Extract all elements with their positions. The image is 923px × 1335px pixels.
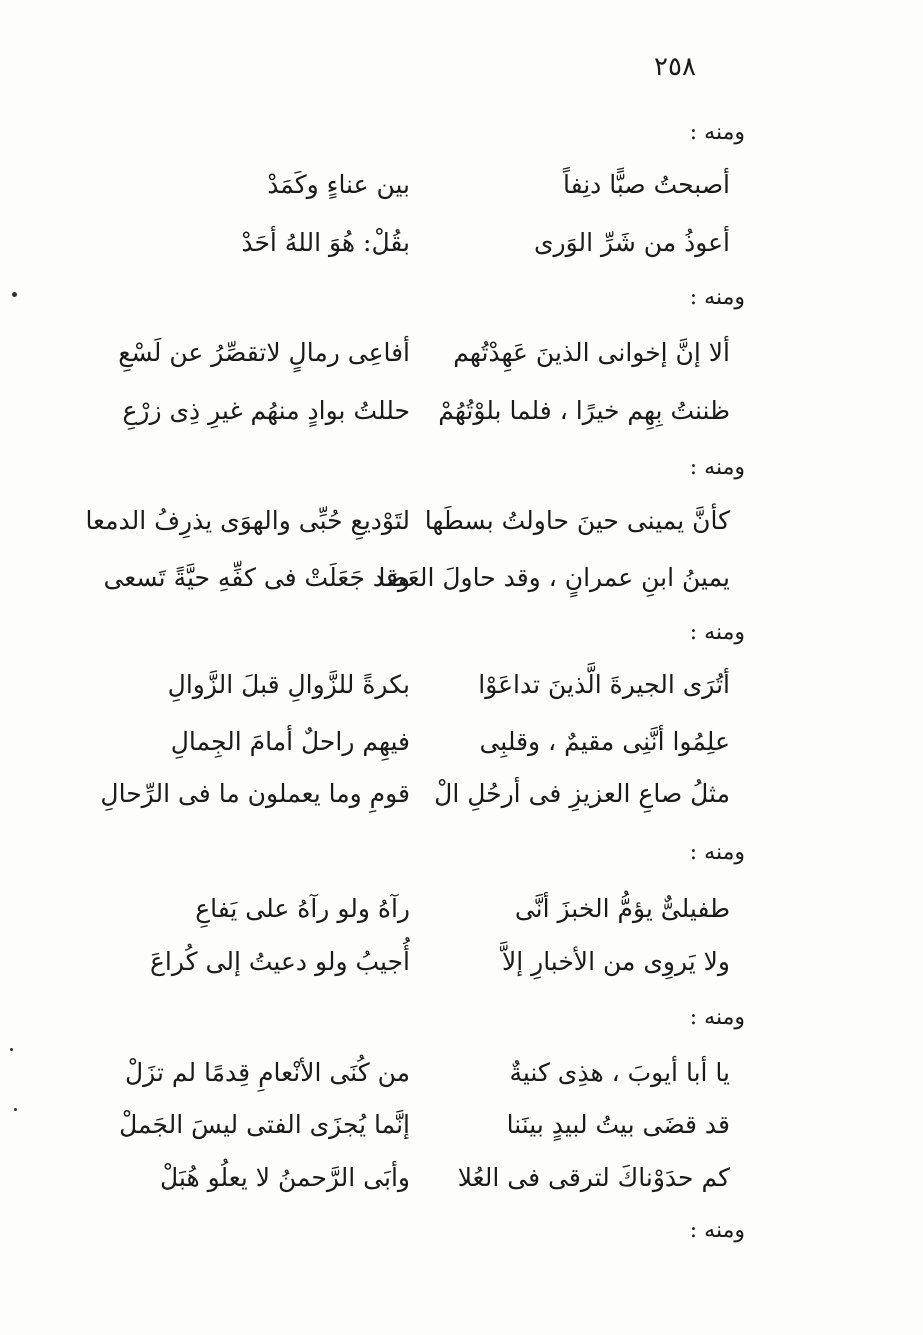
section-heading: ومنه : [689,1218,745,1243]
section-heading: ومنه : [689,1005,745,1030]
verse-line [100,769,730,819]
verse-second-hemistich: أُجيبُ ولو دعيتُ إلى كُراعَ [150,947,410,976]
verse-second-hemistich: من كُنَى الأنْعامِ قِدمًا لم تزَلْ [124,1058,410,1087]
page-number: ٢٥٨ [654,52,696,82]
margin-speck [12,292,17,297]
verse-line [103,553,730,603]
margin-speck [14,1108,17,1111]
section-heading: ومنه : [689,620,745,645]
verse-line [110,884,730,934]
verse-line [110,1100,730,1150]
verse-first-hemistich: كأنَّ يمينى حينَ حاولتُ بسطَها [424,506,730,535]
verse-line [110,937,730,987]
verse-line [110,160,730,210]
verse-second-hemistich: قومِ وما يعملون ما فى الرِّحالِ [100,779,410,808]
section-heading: ومنه : [689,455,745,480]
verse-line [110,386,730,436]
verse-line [85,496,730,546]
verse-first-hemistich: ظننتُ بِهِم خيرًا ، فلما بلوْتُهُمْ [438,396,730,425]
section-heading: ومنه : [689,285,745,310]
verse-first-hemistich: ألا إنَّ إخوانى الذينَ عَهِدْتُهم [453,338,730,367]
verse-second-hemistich: أفاعِى رمالٍ لاتقصِّرُ عن لَسْعِ [118,338,410,367]
verse-first-hemistich: أعوذُ من شَرِّ الوَرى [533,228,730,257]
margin-speck [10,1048,13,1051]
verse-second-hemistich: وأبَى الرَّحمنُ لا يعلُو هُبَلْ [159,1163,410,1192]
verse-line [110,660,730,710]
verse-line [110,717,730,767]
verse-second-hemistich: إنَّما يُجزَى الفتى ليسَ الجَملْ [119,1110,410,1139]
verse-line [110,328,730,378]
verse-first-hemistich: مثلُ صاعِ العزيزِ فى أرحُلِ الْ [434,779,730,808]
verse-first-hemistich: ولا يَروِى من الأخبارِ إلاَّ [501,947,730,976]
verse-first-hemistich: أصبحتُ صبًّا دنِفاً [562,170,730,199]
verse-second-hemistich: فيهِم راحلٌ أمامَ الجِمالِ [170,727,410,756]
verse-first-hemistich: علِمُوا أنَّنِى مقيمٌ ، وقلبِى [479,727,730,756]
verse-second-hemistich: بكرةً للزَّوالِ قبلَ الزَّوالِ [167,670,410,699]
verse-line [110,1048,730,1098]
verse-first-hemistich: طفيلىٌّ يؤمُّ الخبزَ أنَّى [514,894,730,923]
verse-second-hemistich: بقُلْ: هُوَ اللهُ أحَدْ [241,228,410,257]
verse-first-hemistich: أتُرَى الجيرةَ الَّذينَ تداعَوْا [478,670,730,699]
verse-first-hemistich: كم حدَوْناكَ لترقى فى العُلا [457,1163,730,1192]
verse-second-hemistich: حللتُ بوادٍ منهُم غيرِ ذِى زرْعِ [122,396,410,425]
section-heading: ومنه : [689,120,745,145]
verse-second-hemistich: وقد جَعَلَتْ فى كفِّهِ حيَّةً تَسعى [103,563,410,592]
verse-line [110,1153,730,1203]
verse-second-hemistich: لتَوْديعِ حُبِّى والهوَى يذرِفُ الدمعا [85,506,410,535]
verse-first-hemistich: يا أبا أيوبَ ، هذِى كنيةٌ [509,1058,730,1087]
verse-second-hemistich: رآهُ ولو رآهُ على يَفاعِ [195,894,410,923]
section-heading: ومنه : [689,840,745,865]
verse-first-hemistich: يمينُ ابنِ عمرانٍ ، وقد حاولَ العَصَا [378,563,730,592]
verse-second-hemistich: بين عناءٍ وكَمَدْ [267,170,410,199]
verse-line [110,218,730,268]
verse-first-hemistich: قد قضَى بيتُ لبيدٍ بينَنا [506,1110,730,1139]
